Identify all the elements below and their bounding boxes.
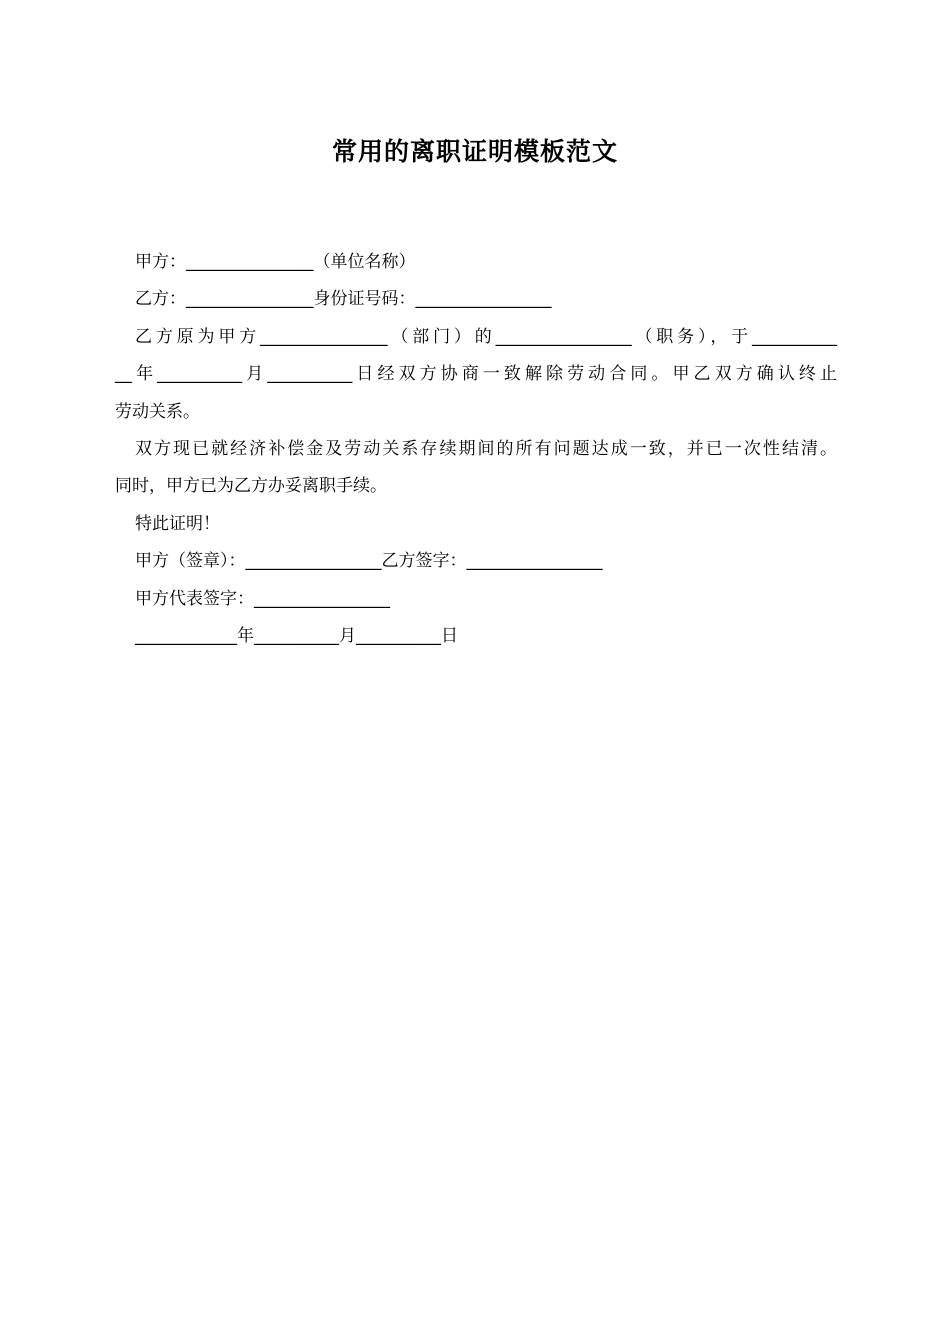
- employment-paragraph-line-2: __年__________月__________日经双方协商一致解除劳动合同。甲乙双方确认终止: [115, 364, 837, 385]
- document-title: 常用的离职证明模板范文: [331, 137, 618, 166]
- representative-signature-line: 甲方代表签字：________________: [135, 588, 390, 609]
- employment-paragraph-line-3: 劳动关系。: [115, 401, 200, 422]
- settlement-paragraph-line-1: 双方现已就经济补偿金及劳动关系存续期间的所有问题达成一致，并已一次性结清。: [135, 438, 837, 459]
- settlement-paragraph-line-2: 同时，甲方已为乙方办妥离职手续。: [115, 476, 387, 497]
- document-body: [115, 244, 837, 655]
- signature-line: 甲方（签章）：________________乙方签字：________________: [135, 551, 603, 572]
- certification-line: 特此证明！: [135, 513, 220, 534]
- party-a-line: 甲方：_______________（单位名称）: [135, 252, 416, 272]
- date-line: ____________年__________月__________日: [135, 625, 458, 646]
- party-b-line: 乙方：_______________身份证号码：________________: [135, 289, 552, 310]
- employment-paragraph-line-1: 乙方原为甲方_______________（部门）的________________（职务），于__________: [135, 326, 837, 347]
